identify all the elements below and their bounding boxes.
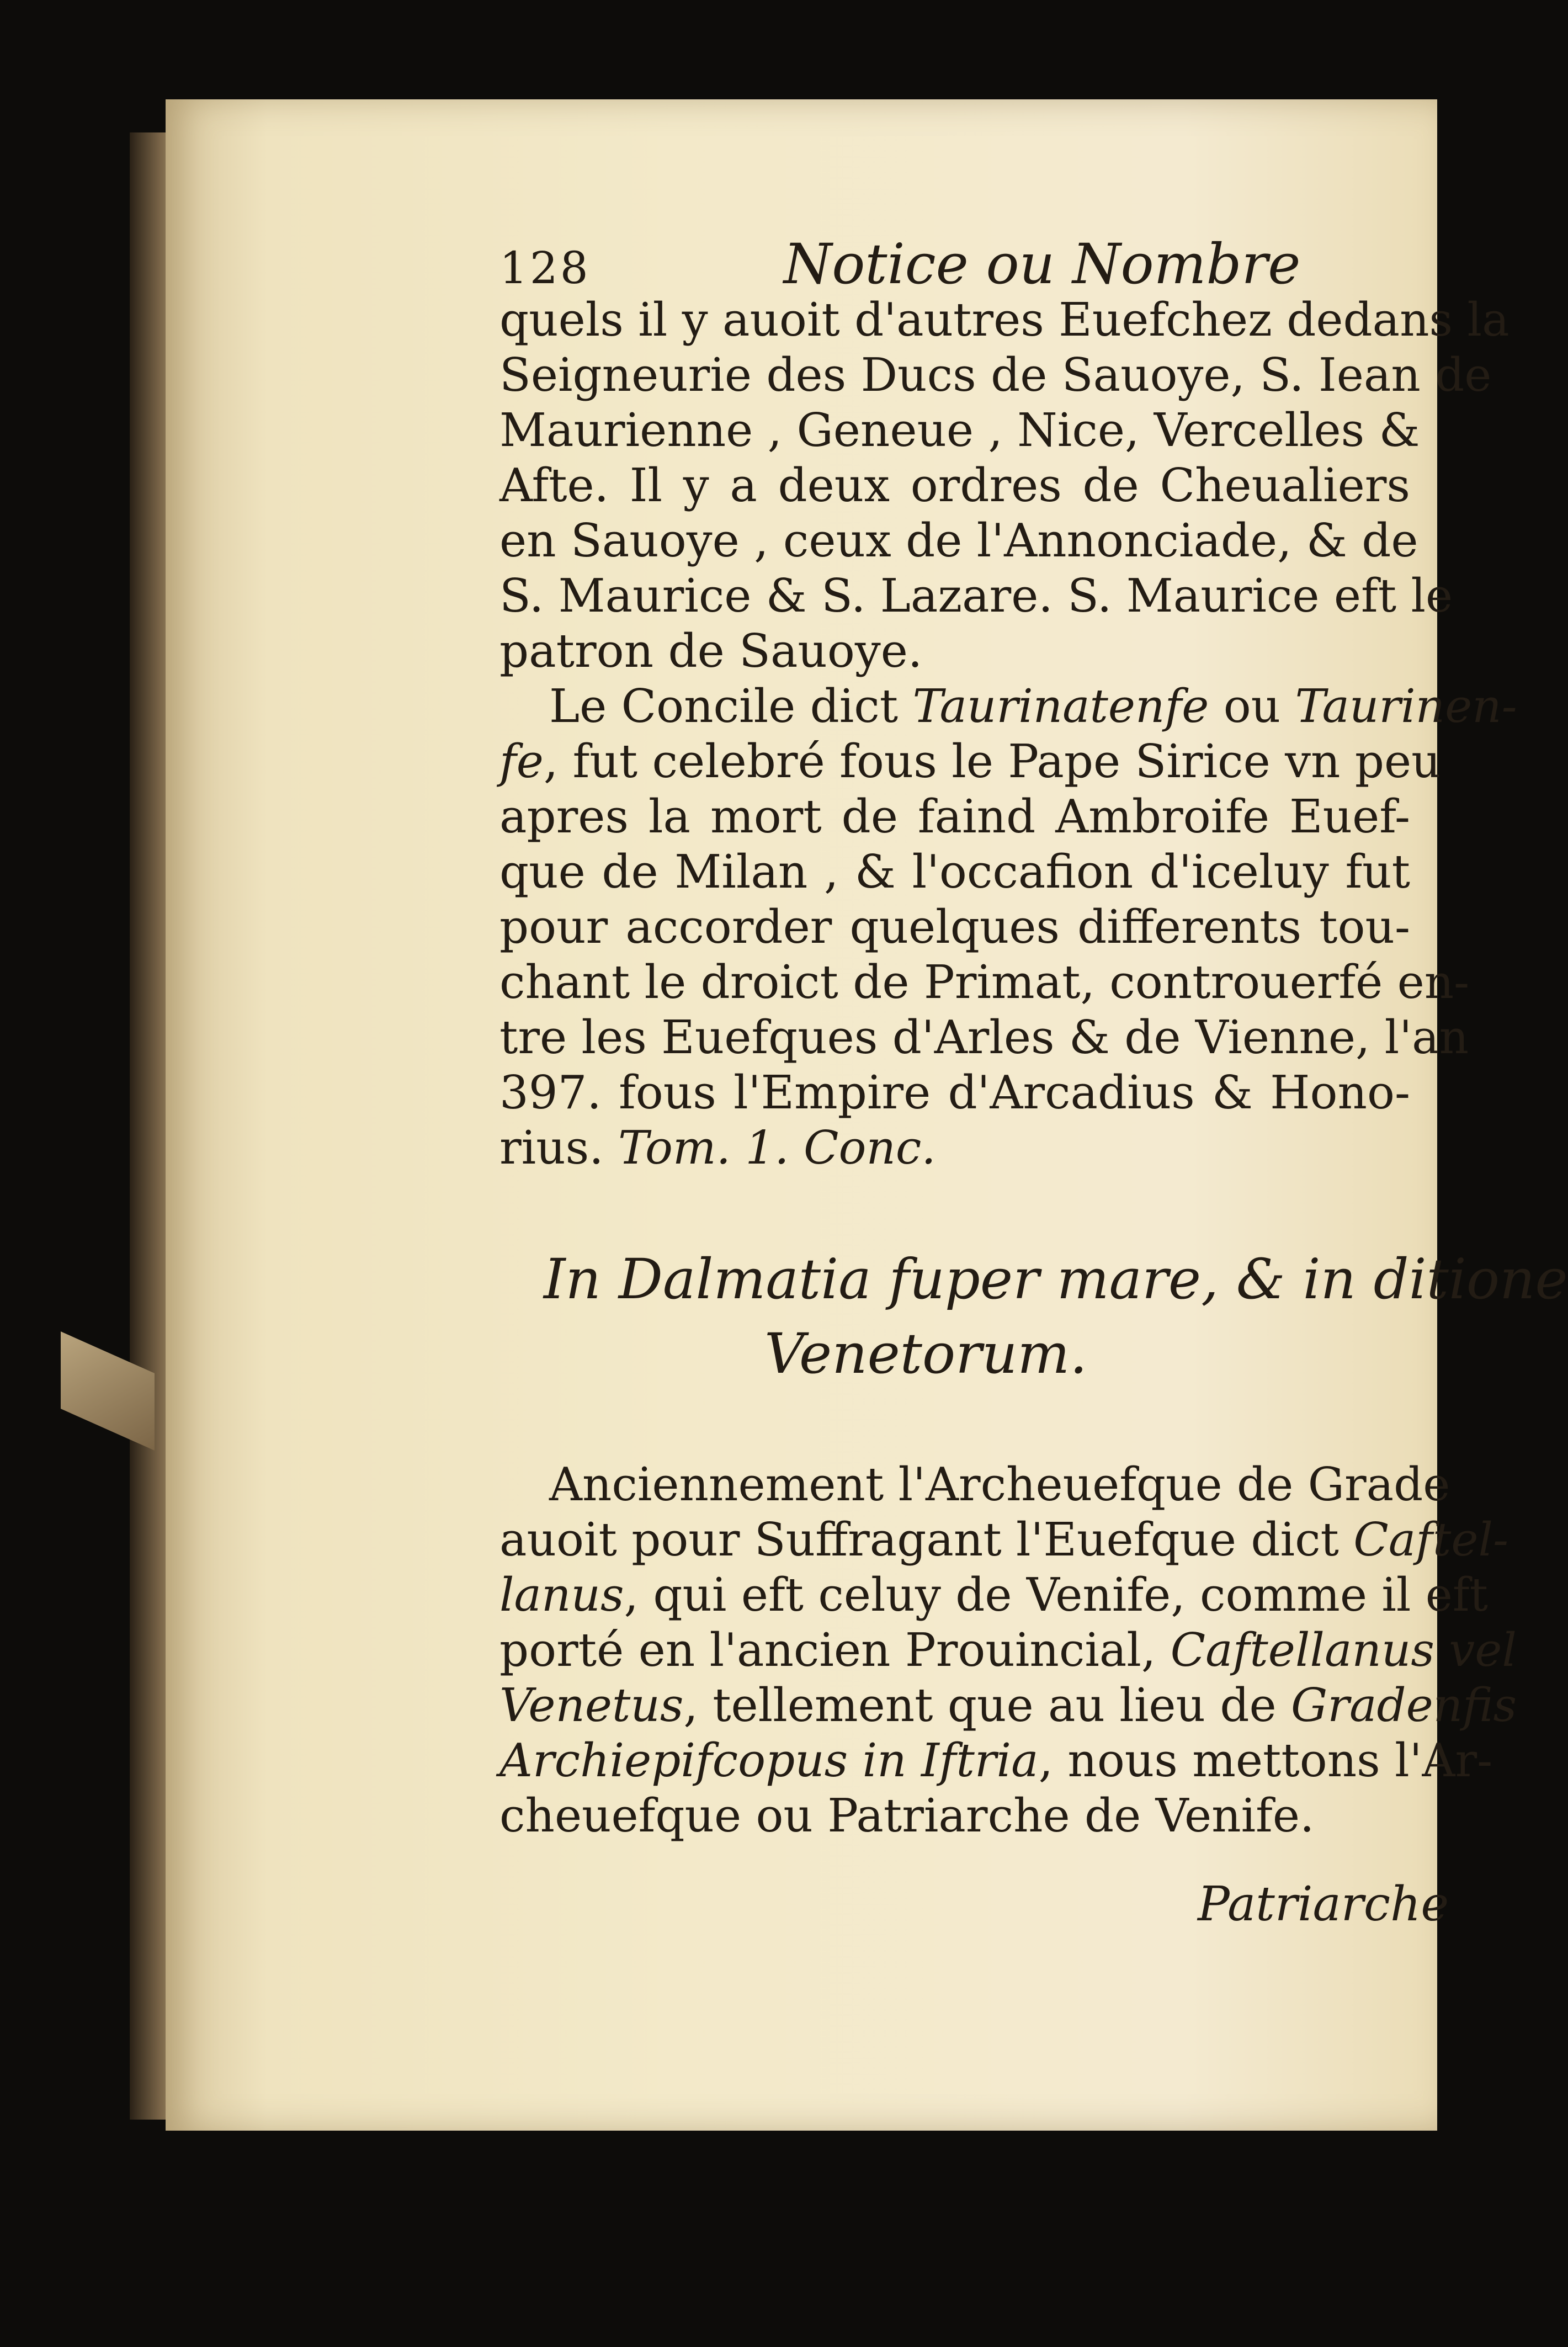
text-run: Le Concile dict	[549, 679, 913, 733]
text-run: , fut celebré fous le Pape Sirice vn peu	[543, 735, 1441, 788]
text-run: , qui eft celuy de Venife, comme il eft	[624, 1568, 1488, 1622]
text-line: que de Milan , & l'occafion d'iceluy fut	[499, 845, 1410, 899]
text-line: apres la mort de faind Ambroife Euef-	[499, 790, 1410, 843]
text-line	[499, 679, 1517, 734]
text-run: auoit pour Suffragant l'Euefque dict	[499, 1513, 1354, 1567]
italic-term: fe	[499, 735, 544, 788]
heading-line: Venetorum.	[764, 1321, 1088, 1386]
text-line: S. Maurice & S. Lazare. S. Maurice eft le	[499, 569, 1453, 623]
text-line	[499, 1121, 1410, 1176]
text-line	[499, 1623, 1517, 1678]
text-line: Maurienne , Geneue , Nice, Vercelles &	[499, 403, 1420, 457]
text-run: , tellement que au lieu de	[683, 1679, 1291, 1732]
text-line: cheuefque ou Patriarche de Venife.	[499, 1789, 1315, 1842]
italic-term: Venetus	[499, 1679, 684, 1732]
paragraph-savoy	[499, 293, 1509, 679]
section-heading	[499, 1242, 1568, 1391]
text-line	[499, 1733, 1493, 1788]
text-line	[499, 1512, 1509, 1568]
text-line	[499, 1568, 1488, 1623]
catchword: Patriarche	[1198, 1877, 1449, 1932]
text-run: rius.	[499, 1121, 619, 1175]
paragraph-council-turin	[499, 679, 1517, 1176]
page-number: 128	[499, 242, 591, 294]
heading-line: In Dalmatia fuper mare, & in ditione	[544, 1247, 1568, 1311]
italic-term: Archiepifcopus in Iftria	[499, 1734, 1039, 1787]
italic-term: Gradenfis	[1290, 1679, 1517, 1732]
text-line: Afte. Il y a deux ordres de Cheualiers	[499, 459, 1410, 512]
text-run: ou	[1209, 679, 1295, 733]
text-line: patron de Sauoye.	[499, 624, 923, 678]
italic-term: Caftellanus vel	[1170, 1623, 1517, 1677]
paragraph-grado-venice	[499, 1457, 1517, 1844]
text-line	[499, 1678, 1517, 1733]
italic-term: Taurinatenfe	[912, 679, 1209, 733]
text-line: 397. fous l'Empire d'Arcadius & Hono-	[499, 1066, 1410, 1119]
text-line: en Sauoye , ceux de l'Annonciade, & de	[499, 514, 1418, 567]
italic-term: Taurinen-	[1295, 679, 1517, 733]
italic-term: Caftel-	[1353, 1513, 1509, 1567]
text-line: tre les Euefques d'Arles & de Vienne, l'an	[499, 1011, 1469, 1064]
text-run: porté en l'ancien Prouincial,	[499, 1623, 1171, 1677]
text-line: chant le droict de Primat, controuerfé en-	[499, 955, 1470, 1009]
text-line: Anciennement l'Archeuefque de Grade	[549, 1458, 1450, 1511]
running-head: Notice ou Nombre	[783, 232, 1301, 296]
text-line	[499, 734, 1441, 789]
citation: Tom. 1. Conc.	[618, 1121, 936, 1175]
text-line: Seigneurie des Ducs de Sauoye, S. Iean de	[499, 348, 1492, 402]
text-line: pour accorder quelques differents tou-	[499, 900, 1410, 954]
italic-term: lanus	[499, 1568, 624, 1622]
text-run: , nous mettons l'Ar-	[1038, 1734, 1493, 1787]
text-line: quels il y auoit d'autres Euefchez dedans la	[499, 293, 1509, 347]
